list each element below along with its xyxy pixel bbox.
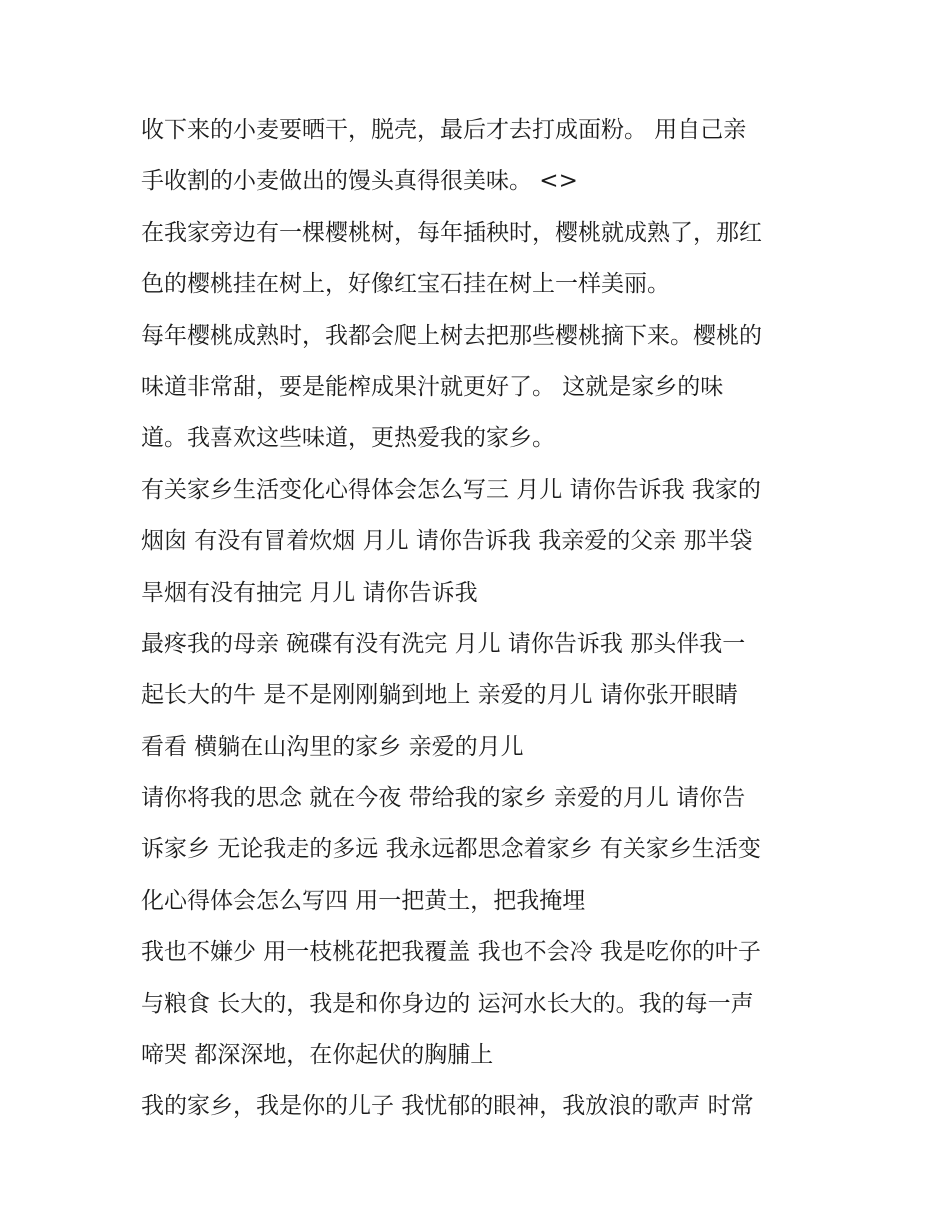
text-line: 诉家乡 无论我走的多远 我永远都思念着家乡 有关家乡生活变 <box>141 836 761 863</box>
text-line: 起长大的牛 是不是刚刚躺到地上 亲爱的月儿 请你张开眼睛 <box>141 682 738 709</box>
text-line: 看看 横躺在山沟里的家乡 亲爱的月儿 <box>141 733 524 760</box>
text-line: 每年樱桃成熟时，我都会爬上树去把那些樱桃摘下来。樱桃的 <box>141 322 762 349</box>
document-body <box>141 107 821 1135</box>
text-line: 道。我喜欢这些味道，更热爱我的家乡。 <box>141 425 555 452</box>
text-line: 收下来的小麦要晒干，脱壳，最后才去打成面粉。 用自己亲 <box>141 117 747 143</box>
text-line: 在我家旁边有一棵樱桃树，每年插秧时，樱桃就成熟了，那红 <box>141 219 762 246</box>
text-line: 化心得体会怎么写四 用一把黄土，把我掩埋 <box>141 887 586 914</box>
text-line: 手收割的小麦做出的馒头真得很美味。 <> <box>141 168 578 195</box>
text-line: 与粮食 长大的，我是和你身边的 运河水长大的。我的每一声 <box>141 990 754 1017</box>
text-line: 味道非常甜，要是能榨成果汁就更好了。 这就是家乡的味 <box>141 373 724 400</box>
text-line: 色的樱桃挂在树上，好像红宝石挂在树上一样美丽。 <box>141 271 670 298</box>
text-line: 我的家乡，我是你的儿子 我忧郁的眼神，我放浪的歌声 时常 <box>141 1093 754 1120</box>
text-line: 啼哭 都深深地，在你起伏的胸脯上 <box>141 1042 494 1069</box>
text-line: 我也不嫌少 用一枝桃花把我覆盖 我也不会冷 我是吃你的叶子 <box>141 939 761 966</box>
text-line: 烟囱 有没有冒着炊烟 月儿 请你告诉我 我亲爱的父亲 那半袋 <box>141 528 753 555</box>
text-line: 有关家乡生活变化心得体会怎么写三 月儿 请你告诉我 我家的 <box>141 476 761 503</box>
text-line: 旱烟有没有抽完 月儿 请你告诉我 <box>141 579 478 606</box>
text-line: 请你将我的思念 就在今夜 带给我的家乡 亲爱的月儿 请你告 <box>141 785 746 812</box>
text-line: 最疼我的母亲 碗碟有没有洗完 月儿 请你告诉我 那头伴我一 <box>141 630 746 657</box>
